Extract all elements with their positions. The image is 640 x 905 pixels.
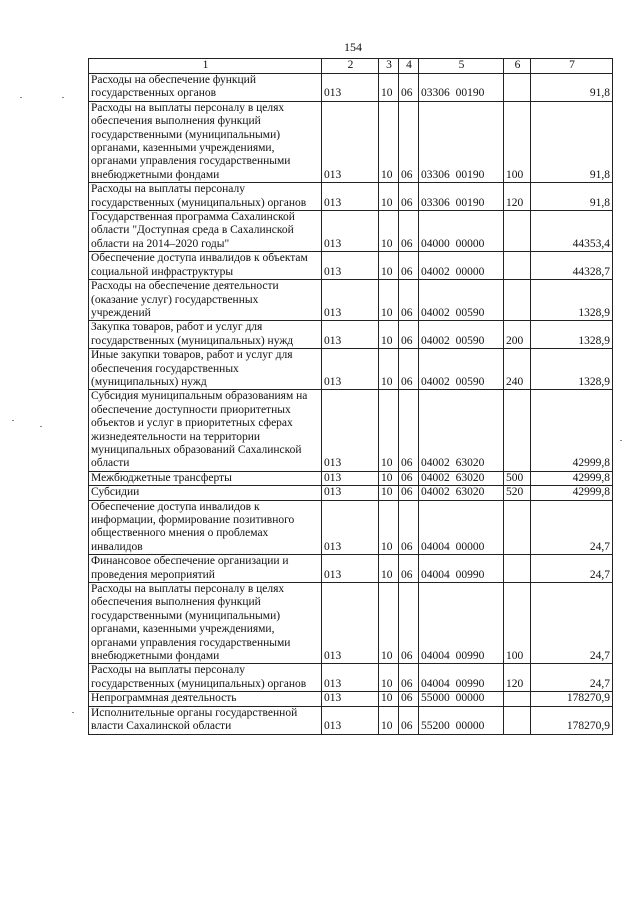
row-target-article: 04002 00000 xyxy=(419,252,504,280)
table-row xyxy=(89,471,613,485)
row-ministry-code: 013 xyxy=(322,280,379,321)
row-target-article: 03306 00190 xyxy=(419,183,504,211)
header-row xyxy=(89,59,613,74)
table-row xyxy=(89,101,613,182)
row-ministry-code: 013 xyxy=(322,390,379,471)
row-expense-type xyxy=(504,280,531,321)
table-header xyxy=(89,59,613,74)
row-target-article: 04002 00590 xyxy=(419,349,504,390)
row-target-article: 04004 00000 xyxy=(419,500,504,555)
row-expense-type xyxy=(504,74,531,102)
row-amount: 91,8 xyxy=(531,183,613,211)
row-subsection-code: 06 xyxy=(399,390,419,471)
row-name: Закупка товаров, работ и услуг для государственных (муниципальных) нужд xyxy=(89,321,322,349)
row-name: Непрограммная деятельность xyxy=(89,692,322,706)
row-expense-type xyxy=(504,555,531,583)
budget-table xyxy=(88,58,613,735)
row-target-article: 04004 00990 xyxy=(419,555,504,583)
row-amount: 1328,9 xyxy=(531,321,613,349)
row-target-article: 03306 00190 xyxy=(419,101,504,182)
column-header: 3 xyxy=(379,59,399,74)
row-subsection-code: 06 xyxy=(399,500,419,555)
table-row xyxy=(89,321,613,349)
row-name: Расходы на обеспечение деятельности (оказание услуг) государственных учреждений xyxy=(89,280,322,321)
row-expense-type xyxy=(504,706,531,734)
row-amount: 24,7 xyxy=(531,500,613,555)
row-section-code: 10 xyxy=(379,471,399,485)
row-expense-type: 120 xyxy=(504,664,531,692)
row-ministry-code: 013 xyxy=(322,692,379,706)
row-name: Межбюджетные трансферты xyxy=(89,471,322,485)
row-subsection-code: 06 xyxy=(399,349,419,390)
table-row xyxy=(89,486,613,500)
row-name: Субсидия муниципальным образованиям на обеспечение доступности приоритетных объектов и услуг в приоритетных сферах жизнедеятельности на территории муниципальных образований Сахалинской области xyxy=(89,390,322,471)
row-expense-type xyxy=(504,692,531,706)
row-target-article: 04004 00990 xyxy=(419,583,504,664)
row-amount: 24,7 xyxy=(531,583,613,664)
row-target-article: 55200 00000 xyxy=(419,706,504,734)
row-section-code: 10 xyxy=(379,101,399,182)
row-amount: 178270,9 xyxy=(531,692,613,706)
row-expense-type: 100 xyxy=(504,101,531,182)
scan-speck xyxy=(72,712,74,713)
row-target-article: 04004 00990 xyxy=(419,664,504,692)
row-expense-type: 240 xyxy=(504,349,531,390)
table-row xyxy=(89,390,613,471)
row-section-code: 10 xyxy=(379,183,399,211)
row-amount: 24,7 xyxy=(531,664,613,692)
row-ministry-code: 013 xyxy=(322,706,379,734)
row-expense-type: 500 xyxy=(504,471,531,485)
row-name: Обеспечение доступа инвалидов к объектам социальной инфраструктуры xyxy=(89,252,322,280)
row-ministry-code: 013 xyxy=(322,500,379,555)
scan-speck xyxy=(12,420,14,421)
scan-speck xyxy=(40,426,42,427)
table-body xyxy=(89,74,613,735)
row-section-code: 10 xyxy=(379,555,399,583)
row-name: Субсидии xyxy=(89,486,322,500)
row-name: Расходы на выплаты персоналу государственных (муниципальных) органов xyxy=(89,664,322,692)
row-section-code: 10 xyxy=(379,321,399,349)
scan-speck xyxy=(620,440,622,441)
row-amount: 91,8 xyxy=(531,74,613,102)
row-subsection-code: 06 xyxy=(399,583,419,664)
row-ministry-code: 013 xyxy=(322,471,379,485)
row-name: Исполнительные органы государственной власти Сахалинской области xyxy=(89,706,322,734)
row-name: Расходы на выплаты персоналу государственных (муниципальных) органов xyxy=(89,183,322,211)
row-ministry-code: 013 xyxy=(322,211,379,252)
table-row xyxy=(89,211,613,252)
row-section-code: 10 xyxy=(379,664,399,692)
row-ministry-code: 013 xyxy=(322,183,379,211)
row-name: Иные закупки товаров, работ и услуг для обеспечения государственных (муниципальных) нужд xyxy=(89,349,322,390)
row-target-article: 04002 63020 xyxy=(419,471,504,485)
row-name: Обеспечение доступа инвалидов к информации, формирование позитивного общественного мнения о проблемах инвалидов xyxy=(89,500,322,555)
row-section-code: 10 xyxy=(379,486,399,500)
row-section-code: 10 xyxy=(379,280,399,321)
row-section-code: 10 xyxy=(379,211,399,252)
row-subsection-code: 06 xyxy=(399,321,419,349)
row-target-article: 04000 00000 xyxy=(419,211,504,252)
row-subsection-code: 06 xyxy=(399,74,419,102)
page-number: 154 xyxy=(344,40,362,54)
row-expense-type: 100 xyxy=(504,583,531,664)
row-expense-type: 120 xyxy=(504,183,531,211)
row-subsection-code: 06 xyxy=(399,664,419,692)
row-ministry-code: 013 xyxy=(322,486,379,500)
row-subsection-code: 06 xyxy=(399,706,419,734)
row-amount: 91,8 xyxy=(531,101,613,182)
row-expense-type: 200 xyxy=(504,321,531,349)
row-name: Расходы на обеспечение функций государственных органов xyxy=(89,74,322,102)
row-expense-type xyxy=(504,252,531,280)
row-ministry-code: 013 xyxy=(322,321,379,349)
row-subsection-code: 06 xyxy=(399,252,419,280)
row-amount: 42999,8 xyxy=(531,486,613,500)
row-section-code: 10 xyxy=(379,692,399,706)
row-name: Государственная программа Сахалинской области "Доступная среда в Сахалинской области на 2014–2020 годы" xyxy=(89,211,322,252)
row-target-article: 04002 63020 xyxy=(419,486,504,500)
row-target-article: 03306 00190 xyxy=(419,74,504,102)
table-row xyxy=(89,280,613,321)
row-ministry-code: 013 xyxy=(322,664,379,692)
row-target-article: 04002 63020 xyxy=(419,390,504,471)
row-section-code: 10 xyxy=(379,583,399,664)
row-name: Расходы на выплаты персоналу в целях обеспечения выполнения функций государственными (муниципальными) органами, казенными учреждениями, органами управления государственными внебюджетными фондами xyxy=(89,101,322,182)
table-row xyxy=(89,183,613,211)
row-section-code: 10 xyxy=(379,706,399,734)
table-row xyxy=(89,692,613,706)
row-ministry-code: 013 xyxy=(322,349,379,390)
table-row xyxy=(89,349,613,390)
row-name: Финансовое обеспечение организации и проведения мероприятий xyxy=(89,555,322,583)
table-row xyxy=(89,74,613,102)
row-expense-type xyxy=(504,211,531,252)
row-target-article: 04002 00590 xyxy=(419,321,504,349)
table-row xyxy=(89,706,613,734)
row-amount: 44328,7 xyxy=(531,252,613,280)
row-subsection-code: 06 xyxy=(399,183,419,211)
row-ministry-code: 013 xyxy=(322,252,379,280)
row-ministry-code: 013 xyxy=(322,583,379,664)
row-amount: 42999,8 xyxy=(531,390,613,471)
row-expense-type xyxy=(504,500,531,555)
row-subsection-code: 06 xyxy=(399,471,419,485)
row-subsection-code: 06 xyxy=(399,211,419,252)
row-section-code: 10 xyxy=(379,252,399,280)
column-header: 4 xyxy=(399,59,419,74)
row-expense-type xyxy=(504,390,531,471)
row-subsection-code: 06 xyxy=(399,280,419,321)
row-target-article: 04002 00590 xyxy=(419,280,504,321)
row-amount: 24,7 xyxy=(531,555,613,583)
row-ministry-code: 013 xyxy=(322,101,379,182)
row-amount: 178270,9 xyxy=(531,706,613,734)
row-amount: 1328,9 xyxy=(531,349,613,390)
table-row xyxy=(89,252,613,280)
row-section-code: 10 xyxy=(379,74,399,102)
column-header: 1 xyxy=(89,59,322,74)
table-row xyxy=(89,664,613,692)
scan-speck xyxy=(20,97,22,98)
row-target-article: 55000 00000 xyxy=(419,692,504,706)
table-row xyxy=(89,555,613,583)
row-amount: 42999,8 xyxy=(531,471,613,485)
row-ministry-code: 013 xyxy=(322,74,379,102)
column-header: 2 xyxy=(322,59,379,74)
row-amount: 44353,4 xyxy=(531,211,613,252)
row-amount: 1328,9 xyxy=(531,280,613,321)
row-section-code: 10 xyxy=(379,390,399,471)
column-header: 5 xyxy=(419,59,504,74)
row-name: Расходы на выплаты персоналу в целях обеспечения выполнения функций государственными (муниципальными) органами, казенными учреждениями, органами управления государственными внебюджетными фондами xyxy=(89,583,322,664)
row-expense-type: 520 xyxy=(504,486,531,500)
column-header: 7 xyxy=(531,59,613,74)
row-section-code: 10 xyxy=(379,500,399,555)
column-header: 6 xyxy=(504,59,531,74)
row-ministry-code: 013 xyxy=(322,555,379,583)
table-row xyxy=(89,583,613,664)
row-section-code: 10 xyxy=(379,349,399,390)
table-row xyxy=(89,500,613,555)
row-subsection-code: 06 xyxy=(399,486,419,500)
row-subsection-code: 06 xyxy=(399,555,419,583)
scan-speck xyxy=(62,97,64,98)
row-subsection-code: 06 xyxy=(399,101,419,182)
row-subsection-code: 06 xyxy=(399,692,419,706)
